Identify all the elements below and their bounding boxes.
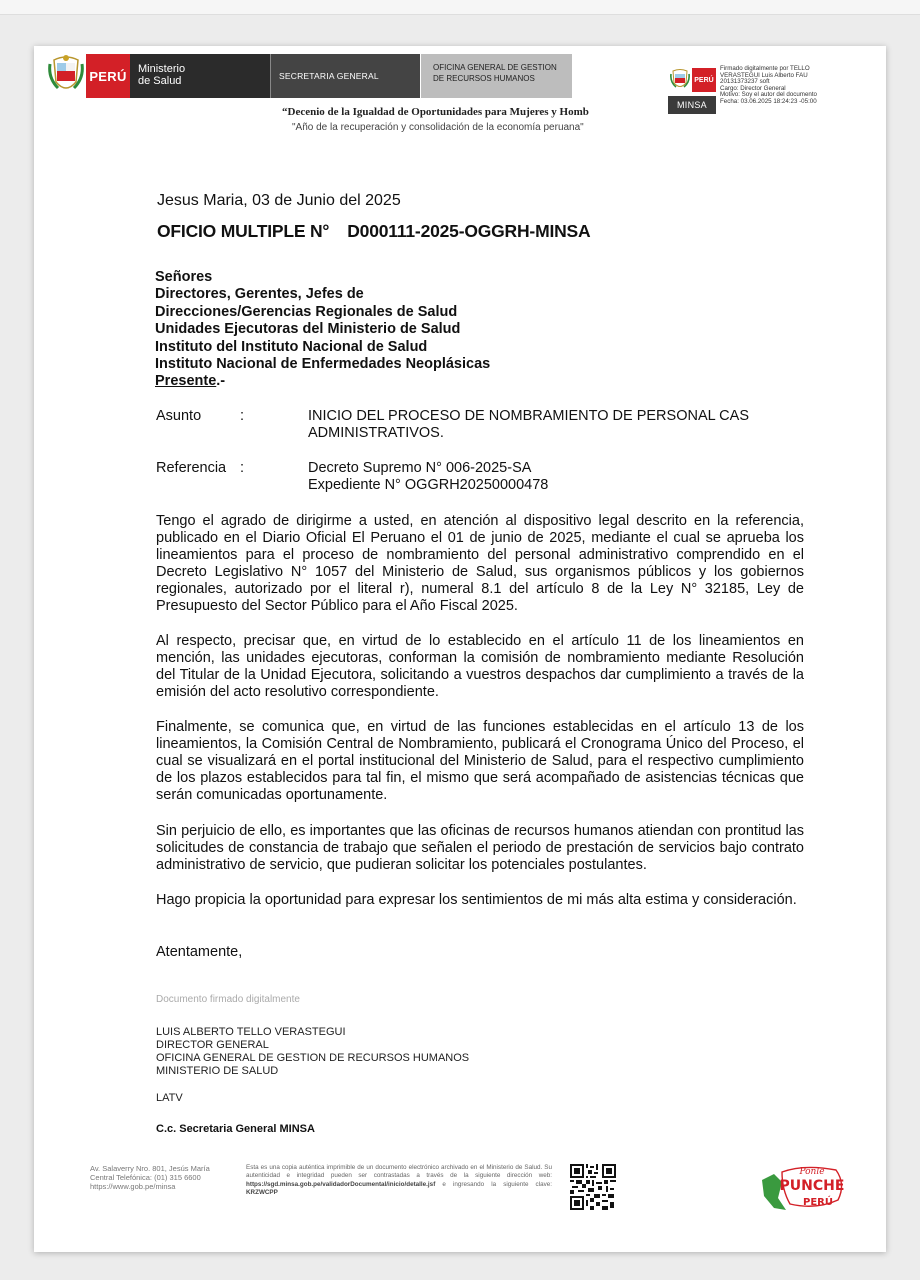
- asunto-text: INICIO DEL PROCESO DE NOMBRAMIENTO DE PERSONAL CAS ADMINISTRATIVOS.: [308, 408, 749, 441]
- asunto-colon: :: [240, 408, 245, 424]
- initials: LATV: [156, 1092, 183, 1104]
- ministry-line-1: Ministerio: [138, 63, 186, 75]
- presente-suffix: .-: [216, 373, 226, 390]
- signature-line: 20131373237 soft: [720, 78, 770, 86]
- digital-signature-note: Documento firmado digitalmente: [156, 994, 300, 1005]
- footer-address: [90, 1164, 210, 1191]
- peru-brand-label: PERÚ: [86, 54, 130, 98]
- oficio-number: D000111-2025-OGGRH-MINSA: [347, 221, 591, 241]
- letter-date: Jesus Maria, 03 de Junio del 2025: [157, 192, 401, 209]
- signer-line: OFICINA GENERAL DE GESTION DE RECURSOS HUMANOS: [156, 1052, 470, 1064]
- addressee-line: Instituto Nacional de Enfermedades Neoplásicas: [155, 356, 491, 373]
- signature-line: Fecha: 03.06.2025 18:24:23 -05:00: [720, 97, 817, 105]
- decenio-motto: “Decenio de la Igualdad de Oportunidades para Mujeres y Homb: [282, 106, 589, 118]
- addressee-line: Unidades Ejecutoras del Ministerio de Salud: [155, 321, 461, 338]
- footer-verification-note: [246, 1164, 552, 1198]
- secretaria-general-label: SECRETARIA GENERAL: [270, 54, 420, 98]
- qr-code-icon: [570, 1164, 616, 1210]
- signer-line: LUIS ALBERTO TELLO VERASTEGUI: [156, 1026, 346, 1038]
- signature-minsa-label: MINSA: [668, 96, 716, 114]
- oficio-label: OFICIO MULTIPLE N°: [157, 221, 330, 241]
- addressee-line: Directores, Gerentes, Jefes de: [155, 286, 364, 303]
- year-motto: "Año de la recuperación y consolidación de la economía peruana": [292, 122, 584, 133]
- addressee-line: Direcciones/Gerencias Regionales de Salud: [155, 303, 458, 320]
- referencia-colon: :: [240, 460, 245, 476]
- signer-block: [156, 1026, 469, 1078]
- ministry-line-2: de Salud: [138, 75, 182, 87]
- ministry-brand-box: [130, 54, 270, 98]
- signature-shield-icon: [670, 68, 690, 92]
- oficio-heading: [157, 221, 590, 242]
- presente-line: [155, 373, 490, 390]
- verify-text-2: e ingresando la siguiente clave:: [442, 1180, 553, 1188]
- body-paragraph: Finalmente, se comunica que, en virtud de las funciones establecidas en el artículo 13 de los lineamientos, la Comisión Central de Nombramiento, publicará el Cronograma Único del Proceso, el cual se visualizará en el portal institucional del Ministerio de Salud, para el respectivo cumplimiento de los plazos establecidos para tal fin, el mismo que será acompañado de asistencias técnicas que serán comunicadas oportunamente.: [156, 719, 804, 803]
- signature-line: VERASTEGUI Luis Alberto FAU: [720, 71, 808, 79]
- verify-key: KRZWCPP: [246, 1189, 278, 1197]
- ponle-punche-peru-logo: [756, 1158, 852, 1216]
- addressee-block: [155, 269, 490, 391]
- presente-word: Presente: [155, 373, 217, 390]
- body-paragraph: Hago propicia la oportunidad para expresar los sentimientos de mi más alta estima y consideración.: [156, 892, 797, 908]
- oficina-line-1: OFICINA GENERAL DE GESTION: [433, 63, 557, 72]
- footer-address-line: Av. Salaverry Nro. 801, Jesús María: [90, 1164, 210, 1173]
- oficina-general-label: [420, 54, 572, 98]
- body-paragraph: Sin perjuicio de ello, es importantes que las oficinas de recursos humanos atiendan con prontitud las solicitudes de constancia de trabajo que señalen el periodo de prestación de servicios bajo contrato administrativo de servicio, que pudieran solicitar los potenciales postulantes.: [156, 823, 804, 873]
- addressee-line: Instituto del Instituto Nacional de Salud: [155, 338, 428, 355]
- signer-line: DIRECTOR GENERAL: [156, 1039, 269, 1051]
- oficina-line-2: DE RECURSOS HUMANOS: [433, 74, 535, 83]
- referencia-line: Expediente N° OGGRH20250000478: [308, 477, 549, 493]
- document-page: [34, 46, 886, 1252]
- verify-url[interactable]: https://sgd.minsa.gob.pe/validadorDocumental/inicio/detalle.jsf: [246, 1180, 436, 1188]
- footer-address-line: Central Telefónica: (01) 315 6600: [90, 1173, 201, 1182]
- asunto-label: Asunto: [156, 408, 202, 424]
- referencia-label: Referencia: [156, 460, 227, 476]
- signature-peru-label: PERÚ: [692, 68, 716, 92]
- coat-of-arms-icon: [48, 54, 84, 96]
- campaign-bot-text: PERÚ: [803, 1197, 833, 1208]
- addressee-line: Señores: [155, 269, 213, 285]
- signature-line: Cargo: Director General: [720, 84, 786, 92]
- body-paragraph: Tengo el agrado de dirigirme a usted, en atención al dispositivo legal descrito en la referencia, publicado en el Diario Oficial El Peruano el 01 de junio de 2025, mediante el cual se aprueba los lineamientos para el proceso de nombramiento del personal administrativo comprendido en el Decreto Legislativo N° 1057 del Ministerio de Salud, sus organismos públicos y los gobiernos regionales, autorizado por el literal r), numeral 8.1 del artículo 8 de la Ley N° 32185, Ley de Presupuesto del Sector Público para el Año Fiscal 2025.: [156, 513, 804, 614]
- signature-line: Motivo: Soy el autor del documento: [720, 91, 817, 99]
- signature-line: Firmado digitalmente por TELLO: [720, 65, 810, 72]
- signature-details: [720, 66, 860, 106]
- campaign-top-text: Ponle: [799, 1167, 825, 1177]
- referencia-line: Decreto Supremo N° 006-2025-SA: [308, 460, 532, 476]
- verify-text: Esta es una copia auténtica imprimible de un documento electrónico archivado en el Ministerio de Salud. Su autenticidad e integridad pueden ser contrastadas a través de la siguiente dirección web:: [246, 1164, 552, 1180]
- body-paragraph: Al respecto, precisar que, en virtud de lo establecido en el artículo 11 de los lineamientos en mención, las unidades ejecutoras, conforman la comisión de nombramiento mediante Resolución del Titular de la Unidad Ejecutora, solicitando a vuestros despachos dar cumplimiento a través de la emisión del acto resolutivo correspondiente.: [156, 633, 804, 700]
- closing-line: Atentamente,: [156, 944, 243, 960]
- referencia-block: [308, 460, 548, 494]
- signer-line: MINISTERIO DE SALUD: [156, 1065, 279, 1077]
- carbon-copy-line: C.c. Secretaria General MINSA: [156, 1123, 315, 1135]
- campaign-mid-text: PUNCHE: [779, 1178, 845, 1194]
- viewer-top-bar: [0, 0, 920, 15]
- footer-address-line: https://www.gob.pe/minsa: [90, 1182, 176, 1191]
